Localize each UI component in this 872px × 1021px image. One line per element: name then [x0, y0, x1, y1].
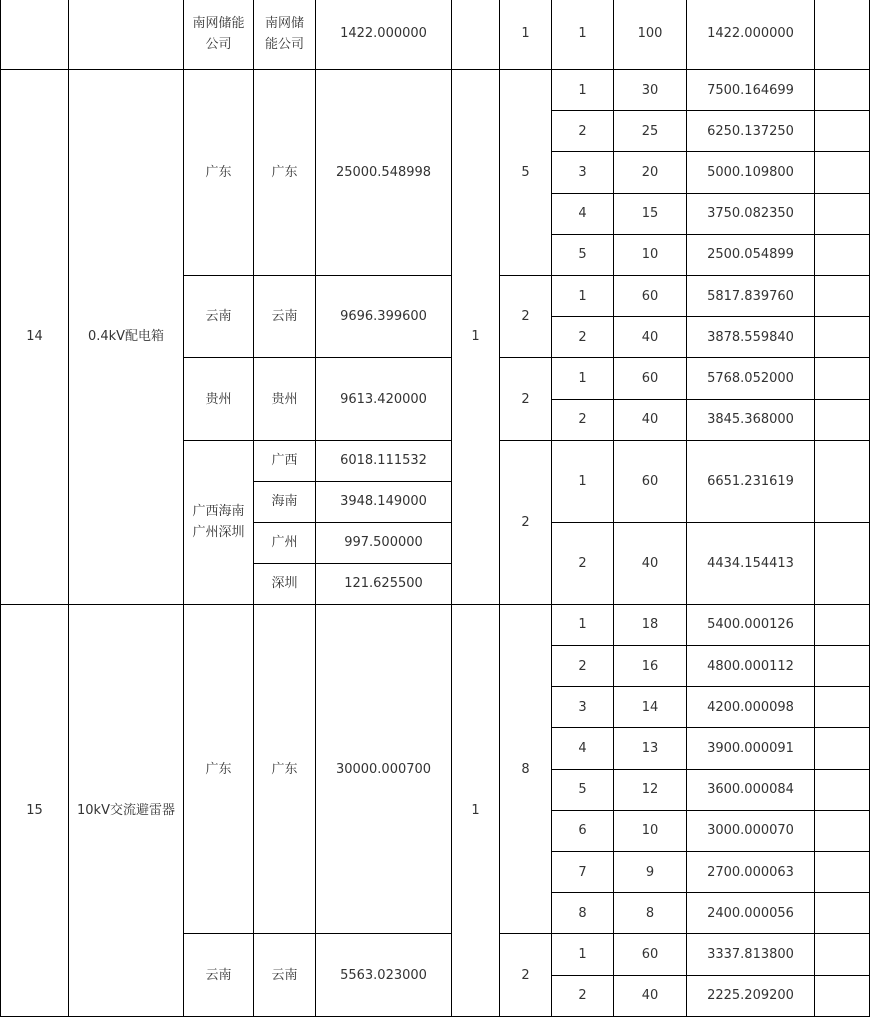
row-pct-cell-text: 20 [641, 164, 659, 180]
item-name-cell-text: 10kV交流避雷器 [77, 802, 175, 818]
sub-region-cell [254, 482, 316, 523]
row-pct-cell-text: 9 [645, 864, 655, 880]
amount-cell-text: 1422.000000 [340, 26, 427, 41]
row-value-cell [687, 358, 815, 399]
amount-cell-text: 30000.000700 [335, 761, 432, 777]
region-cell-text: 广东 [205, 165, 232, 180]
region-cell-text: 贵州 [205, 391, 232, 407]
count-cell [500, 70, 552, 276]
row-no-cell-text: 1 [578, 946, 587, 962]
row-no-cell [552, 194, 614, 235]
row-blank-cell [815, 605, 870, 646]
row-blank-cell [815, 400, 870, 441]
row-value-cell [687, 276, 815, 317]
amount-cell [316, 482, 452, 523]
row-no-cell-text: 2 [578, 658, 587, 674]
row-no-cell-text: 1 [578, 473, 587, 489]
region-cell [184, 358, 254, 440]
row-value-cell-text: 3900.000091 [707, 740, 794, 756]
row-no-cell-text: 2 [578, 123, 587, 139]
row-value-cell-text: 7500.164699 [707, 82, 794, 98]
row-blank-cell [815, 317, 870, 358]
row-pct-cell-text: 60 [641, 370, 659, 386]
amount-cell [316, 70, 452, 276]
row-pct-cell-text: 40 [641, 329, 659, 345]
row-value-cell-text: 6250.137250 [707, 123, 794, 139]
count-cell-text: 2 [521, 967, 530, 983]
row-blank-cell [815, 235, 870, 276]
region-cell-text: 南网储能公司 [192, 15, 245, 52]
row-value-cell-text: 4200.000098 [707, 699, 794, 715]
row-value-cell-text: 2700.000063 [707, 864, 794, 880]
row-value-cell-text: 2225.209200 [707, 988, 794, 1004]
row-value-cell [687, 70, 815, 111]
amount-cell [316, 934, 452, 1016]
row-value-cell [687, 111, 815, 152]
row-blank-cell [815, 976, 870, 1017]
amount-cell [316, 276, 452, 358]
row-no-cell-text: 4 [578, 740, 587, 756]
count-cell-text: 5 [521, 165, 530, 180]
amount-cell [316, 0, 452, 70]
sub-region-cell [254, 564, 316, 605]
item-name-cell [69, 70, 184, 605]
row-blank-cell [815, 194, 870, 235]
row-no-cell [552, 893, 614, 934]
row-pct-cell [614, 687, 687, 728]
row-value-cell [687, 235, 815, 276]
row-pct-cell [614, 70, 687, 111]
amount-cell-text: 121.625500 [344, 576, 423, 592]
row-pct-cell-text: 16 [641, 658, 659, 674]
row-value-cell-text: 4434.154413 [707, 555, 794, 571]
row-blank-cell [815, 70, 870, 111]
row-pct-cell-text: 60 [641, 288, 659, 304]
item-name-cell [69, 0, 184, 70]
count-cell [500, 441, 552, 605]
row-pct-cell [614, 605, 687, 646]
amount-cell [316, 441, 452, 482]
row-no-cell [552, 317, 614, 358]
sub-region-cell [254, 70, 316, 276]
row-value-cell-text: 3878.559840 [707, 329, 794, 345]
count-cell [500, 358, 552, 440]
sub-region-cell [254, 605, 316, 935]
region-cell-text: 广东 [205, 761, 232, 777]
row-blank-cell [815, 646, 870, 687]
sub-region-cell [254, 441, 316, 482]
row-no-cell [552, 400, 614, 441]
sub-region-cell-text: 云南 [271, 967, 298, 983]
row-value-cell-text: 3000.000070 [707, 823, 794, 839]
row-value-cell [687, 441, 815, 523]
row-pct-cell [614, 358, 687, 399]
row-blank-cell [815, 523, 870, 605]
row-value-cell [687, 728, 815, 769]
amount-cell [316, 358, 452, 440]
row-blank-cell [815, 852, 870, 893]
row-pct-cell-text: 60 [641, 946, 659, 962]
row-value-cell-text: 5000.109800 [707, 164, 794, 180]
row-value-cell-text: 3337.813800 [707, 946, 794, 962]
amount-cell-text: 9696.399600 [340, 309, 427, 325]
row-value-cell [687, 811, 815, 852]
row-no-cell [552, 852, 614, 893]
row-pct-cell-text: 40 [641, 412, 659, 428]
row-pct-cell [614, 523, 687, 605]
sub-region-cell [254, 523, 316, 564]
row-blank-cell [815, 111, 870, 152]
qty-cell [452, 605, 500, 1017]
amount-cell-text: 6018.111532 [340, 453, 427, 469]
item-name-cell [69, 605, 184, 1017]
row-value-cell-text: 3600.000084 [707, 782, 794, 798]
row-pct-cell-text: 25 [641, 123, 659, 139]
region-cell-text: 云南 [205, 967, 232, 983]
count-cell-text: 2 [521, 514, 530, 530]
row-value-cell [687, 400, 815, 441]
row-pct-cell [614, 976, 687, 1017]
row-pct-cell-text: 60 [641, 473, 659, 489]
sub-region-cell-text: 广东 [271, 165, 298, 180]
row-value-cell [687, 523, 815, 605]
row-value-cell [687, 194, 815, 235]
row-pct-cell-text: 10 [641, 823, 659, 839]
row-no-cell [552, 770, 614, 811]
count-cell-text: 8 [521, 761, 530, 777]
row-no-cell [552, 111, 614, 152]
seq-cell-text: 15 [26, 802, 43, 818]
row-pct-cell [614, 152, 687, 193]
row-blank-cell [815, 358, 870, 399]
seq-cell [0, 0, 69, 70]
row-no-cell-text: 1 [578, 26, 587, 41]
row-blank-cell [815, 687, 870, 728]
row-value-cell [687, 893, 815, 934]
sub-region-cell [254, 276, 316, 358]
qty-cell [452, 0, 500, 70]
row-no-cell-text: 2 [578, 988, 587, 1004]
row-no-cell-text: 6 [578, 823, 587, 839]
row-value-cell-text: 3845.368000 [707, 412, 794, 428]
row-pct-cell-text: 40 [641, 988, 659, 1004]
row-no-cell-text: 8 [578, 905, 587, 921]
row-blank-cell [815, 441, 870, 523]
row-pct-cell [614, 111, 687, 152]
row-blank-cell [815, 728, 870, 769]
row-blank-cell [815, 934, 870, 975]
region-cell-text: 云南 [205, 309, 232, 325]
row-blank-cell [815, 770, 870, 811]
sub-region-cell-text: 广东 [271, 761, 298, 777]
row-no-cell [552, 276, 614, 317]
row-pct-cell-text: 30 [641, 82, 659, 98]
sub-region-cell [254, 0, 316, 70]
region-cell-text: 广西海南广州深圳 [192, 504, 245, 541]
sub-region-cell-text: 广西 [271, 453, 298, 469]
region-cell [184, 0, 254, 70]
qty-cell-text: 1 [471, 802, 480, 818]
row-value-cell-text: 2400.000056 [707, 905, 794, 921]
row-pct-cell-text: 100 [637, 26, 663, 41]
row-no-cell-text: 1 [578, 82, 587, 98]
row-blank-cell [815, 276, 870, 317]
row-no-cell [552, 811, 614, 852]
count-cell [500, 605, 552, 935]
row-blank-cell [815, 152, 870, 193]
amount-cell-text: 997.500000 [344, 535, 423, 551]
row-pct-cell-text: 10 [641, 247, 659, 263]
row-value-cell [687, 646, 815, 687]
seq-cell [0, 70, 69, 605]
row-pct-cell-text: 14 [641, 699, 659, 715]
count-cell [500, 934, 552, 1016]
row-no-cell-text: 1 [578, 288, 587, 304]
item-name-cell-text: 0.4kV配电箱 [87, 329, 165, 345]
row-no-cell-text: 2 [578, 412, 587, 428]
row-no-cell [552, 523, 614, 605]
row-no-cell [552, 358, 614, 399]
region-cell [184, 276, 254, 358]
row-no-cell [552, 687, 614, 728]
row-pct-cell [614, 0, 687, 70]
amount-cell-text: 3948.149000 [340, 494, 427, 510]
region-cell [184, 441, 254, 605]
row-pct-cell [614, 235, 687, 276]
row-value-cell-text: 3750.082350 [707, 206, 794, 222]
row-pct-cell-text: 12 [641, 782, 659, 798]
row-value-cell [687, 687, 815, 728]
region-cell [184, 605, 254, 935]
amount-cell [316, 523, 452, 564]
region-cell [184, 934, 254, 1016]
row-pct-cell [614, 893, 687, 934]
sub-region-cell-text: 广州 [271, 535, 298, 551]
amount-cell-text: 5563.023000 [340, 967, 427, 983]
row-no-cell [552, 605, 614, 646]
row-no-cell-text: 1 [578, 370, 587, 386]
qty-cell [452, 70, 500, 605]
row-pct-cell [614, 934, 687, 975]
row-value-cell-text: 6651.231619 [707, 473, 794, 489]
row-no-cell [552, 70, 614, 111]
sub-region-cell-text: 云南 [271, 309, 298, 325]
region-cell [184, 70, 254, 276]
row-pct-cell [614, 441, 687, 523]
seq-cell [0, 605, 69, 1017]
sub-region-cell-text: 南网储能公司 [264, 15, 304, 52]
row-no-cell-text: 7 [578, 864, 587, 880]
row-no-cell-text: 3 [578, 699, 587, 715]
row-no-cell-text: 2 [578, 555, 587, 571]
row-no-cell-text: 5 [578, 247, 587, 263]
row-blank-cell [815, 811, 870, 852]
count-cell-text: 1 [521, 26, 530, 41]
row-pct-cell-text: 13 [641, 740, 659, 756]
row-value-cell [687, 317, 815, 358]
count-cell-text: 2 [521, 309, 530, 325]
sub-region-cell-text: 贵州 [271, 391, 298, 407]
row-pct-cell [614, 317, 687, 358]
row-value-cell [687, 976, 815, 1017]
row-value-cell-text: 5400.000126 [707, 617, 794, 633]
row-pct-cell [614, 770, 687, 811]
amount-cell-text: 9613.420000 [340, 391, 427, 407]
sub-region-cell [254, 358, 316, 440]
row-pct-cell [614, 728, 687, 769]
row-no-cell-text: 3 [578, 164, 587, 180]
row-blank-cell [815, 0, 870, 70]
row-pct-cell [614, 646, 687, 687]
count-cell [500, 276, 552, 358]
row-pct-cell-text: 18 [641, 617, 659, 633]
row-pct-cell [614, 811, 687, 852]
row-pct-cell-text: 40 [641, 555, 659, 571]
row-value-cell-text: 5768.052000 [707, 370, 794, 386]
row-value-cell [687, 152, 815, 193]
row-no-cell [552, 934, 614, 975]
row-no-cell [552, 152, 614, 193]
sub-region-cell-text: 深圳 [271, 576, 298, 592]
row-value-cell [687, 934, 815, 975]
row-no-cell [552, 235, 614, 276]
row-pct-cell [614, 276, 687, 317]
row-value-cell-text: 2500.054899 [707, 247, 794, 263]
row-no-cell-text: 5 [578, 782, 587, 798]
amount-cell-text: 25000.548998 [335, 165, 432, 180]
amount-cell [316, 564, 452, 605]
row-no-cell [552, 646, 614, 687]
qty-cell-text: 1 [471, 329, 480, 345]
row-blank-cell [815, 893, 870, 934]
row-pct-cell [614, 194, 687, 235]
row-pct-cell [614, 400, 687, 441]
row-value-cell [687, 605, 815, 646]
count-cell-text: 2 [521, 391, 530, 407]
row-no-cell-text: 2 [578, 329, 587, 345]
sub-region-cell [254, 934, 316, 1016]
row-value-cell [687, 852, 815, 893]
row-no-cell-text: 1 [578, 617, 587, 633]
row-pct-cell-text: 8 [645, 905, 655, 921]
row-value-cell-text: 4800.000112 [707, 658, 794, 674]
row-no-cell [552, 441, 614, 523]
row-pct-cell-text: 15 [641, 206, 659, 222]
row-no-cell [552, 728, 614, 769]
row-value-cell-text: 1422.000000 [707, 26, 794, 41]
row-pct-cell [614, 852, 687, 893]
row-value-cell [687, 770, 815, 811]
row-no-cell-text: 4 [578, 206, 587, 222]
amount-cell [316, 605, 452, 935]
row-no-cell [552, 976, 614, 1017]
row-no-cell [552, 0, 614, 70]
count-cell [500, 0, 552, 70]
seq-cell-text: 14 [26, 329, 43, 345]
sub-region-cell-text: 海南 [271, 494, 298, 510]
row-value-cell-text: 5817.839760 [707, 288, 794, 304]
row-value-cell [687, 0, 815, 70]
